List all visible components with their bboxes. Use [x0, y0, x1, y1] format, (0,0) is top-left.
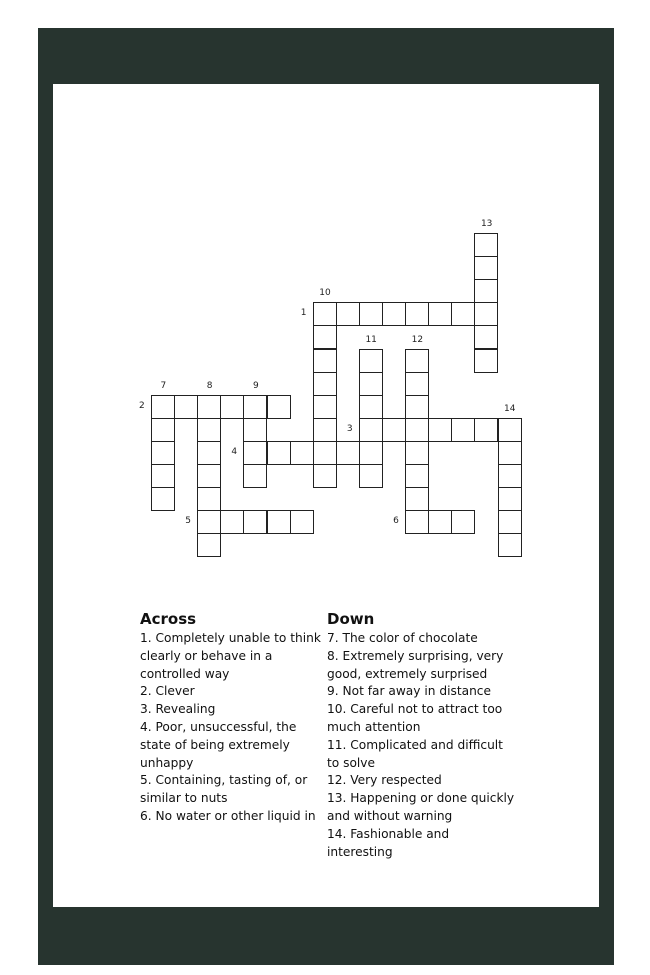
grid-cell[interactable]	[474, 418, 498, 442]
grid-cell[interactable]	[382, 302, 406, 326]
clue-number-10: 10	[319, 288, 331, 299]
grid-cell[interactable]	[290, 441, 314, 465]
grid-cell[interactable]	[313, 418, 337, 442]
clue-number-6: 6	[393, 516, 399, 527]
grid-cell[interactable]	[405, 302, 429, 326]
clue-number-1: 1	[300, 308, 307, 319]
across-clue-3: 3. Revealing	[140, 702, 216, 717]
grid-cell[interactable]	[405, 372, 429, 396]
grid-cell[interactable]	[267, 441, 291, 465]
grid-cell[interactable]	[498, 533, 522, 557]
grid-cell[interactable]	[267, 510, 291, 534]
grid-cell[interactable]	[498, 418, 522, 442]
grid-cell[interactable]	[405, 464, 429, 488]
grid-cell[interactable]	[405, 510, 429, 534]
grid-cell[interactable]	[243, 510, 267, 534]
grid-cell[interactable]	[220, 395, 244, 419]
grid-cell[interactable]	[451, 418, 475, 442]
grid-cell[interactable]	[451, 302, 475, 326]
grid-cell[interactable]	[243, 464, 267, 488]
grid-cell[interactable]	[197, 418, 221, 442]
grid-cell[interactable]	[405, 395, 429, 419]
clue-number-3: 3	[346, 423, 353, 434]
across-clues	[140, 610, 321, 826]
clue-number-14: 14	[504, 403, 516, 414]
down-clue-14: 14. Fashionable and interesting	[327, 826, 450, 859]
grid-cell[interactable]	[474, 325, 498, 349]
grid-cell[interactable]	[382, 418, 406, 442]
clue-number-7: 7	[160, 380, 167, 391]
grid-cell[interactable]	[313, 349, 337, 373]
grid-cell[interactable]	[197, 510, 221, 534]
grid-cell[interactable]	[428, 418, 452, 442]
grid-cell[interactable]	[359, 349, 383, 373]
grid-cell[interactable]	[197, 533, 221, 557]
grid-cell[interactable]	[405, 487, 429, 511]
clue-number-13: 13	[480, 219, 493, 229]
clue-number-8: 8	[206, 380, 213, 391]
clue-number-2: 2	[139, 400, 145, 411]
down-heading: Down	[327, 610, 375, 628]
grid-cell[interactable]	[474, 349, 498, 373]
across-clue-5: 5. Containing, tasting of, or similar to nuts	[140, 773, 308, 806]
grid-cell[interactable]	[359, 441, 383, 465]
grid-cell[interactable]	[197, 464, 221, 488]
grid-cell[interactable]	[197, 395, 221, 419]
grid-cell[interactable]	[474, 302, 498, 326]
grid-cell[interactable]	[474, 279, 498, 303]
across-clue-2: 2. Clever	[140, 684, 195, 699]
grid-cell[interactable]	[243, 418, 267, 442]
grid-cell[interactable]	[151, 464, 175, 488]
across-clue-1: 1. Completely unable to think clearly or behave in a controlled way	[140, 631, 321, 681]
grid-cell[interactable]	[151, 441, 175, 465]
grid-cell[interactable]	[498, 487, 522, 511]
down-clue-12: 12. Very respected	[327, 773, 442, 788]
grid-cell[interactable]	[428, 510, 452, 534]
grid-cell[interactable]	[336, 441, 360, 465]
down-clue-9: 9. Not far away in distance	[327, 684, 491, 699]
grid-cell[interactable]	[151, 487, 175, 511]
grid-cell[interactable]	[451, 510, 475, 534]
clue-number-11: 11	[365, 334, 377, 345]
grid-cell[interactable]	[313, 372, 337, 396]
grid-cell[interactable]	[267, 395, 291, 419]
down-clue-13: 13. Happening or done quickly and without warning	[327, 791, 515, 823]
grid-cell[interactable]	[151, 418, 175, 442]
grid-cell[interactable]	[336, 302, 360, 326]
grid-cell[interactable]	[359, 372, 383, 396]
down-clue-10: 10. Careful not to attract too much attention	[327, 702, 503, 734]
down-clue-8: 8. Extremely surprising, very good, extremely surprised	[327, 648, 504, 681]
clue-number-12: 12	[411, 334, 424, 345]
grid-cell[interactable]	[290, 510, 314, 534]
grid-cell[interactable]	[220, 510, 244, 534]
grid-cell[interactable]	[405, 349, 429, 373]
grid-cell[interactable]	[474, 256, 498, 280]
grid-cell[interactable]	[313, 325, 337, 349]
grid-cell[interactable]	[405, 441, 429, 465]
grid-cell[interactable]	[313, 302, 337, 326]
down-clue-11: 11. Complicated and difficult to solve	[327, 737, 503, 770]
clue-number-5: 5	[185, 516, 191, 527]
grid-cell[interactable]	[243, 395, 267, 419]
across-heading: Across	[140, 610, 197, 628]
grid-cell[interactable]	[174, 395, 198, 419]
grid-cell[interactable]	[498, 441, 522, 465]
grid-cell[interactable]	[405, 418, 429, 442]
grid-cell[interactable]	[197, 441, 221, 465]
across-clue-4: 4. Poor, unsuccessful, the state of being extremely unhappy	[140, 719, 297, 770]
grid-cell[interactable]	[359, 302, 383, 326]
clue-number-4: 4	[231, 446, 238, 457]
grid-cell[interactable]	[313, 441, 337, 465]
grid-cell[interactable]	[313, 395, 337, 419]
grid-cell[interactable]	[359, 418, 383, 442]
grid-cell[interactable]	[151, 395, 175, 419]
grid-cell[interactable]	[197, 487, 221, 511]
grid-cell[interactable]	[359, 464, 383, 488]
grid-cell[interactable]	[359, 395, 383, 419]
grid-cell[interactable]	[474, 233, 498, 257]
across-clue-6: 6. No water or other liquid in	[140, 808, 316, 823]
down-clue-7: 7. The color of chocolate	[327, 631, 478, 645]
clue-number-9: 9	[252, 380, 259, 391]
grid-cell[interactable]	[498, 464, 522, 488]
grid-cell[interactable]	[498, 510, 522, 534]
grid-cell[interactable]	[428, 302, 452, 326]
grid-cell[interactable]	[243, 441, 267, 465]
grid-cell[interactable]	[313, 464, 337, 488]
down-clues	[327, 610, 517, 861]
